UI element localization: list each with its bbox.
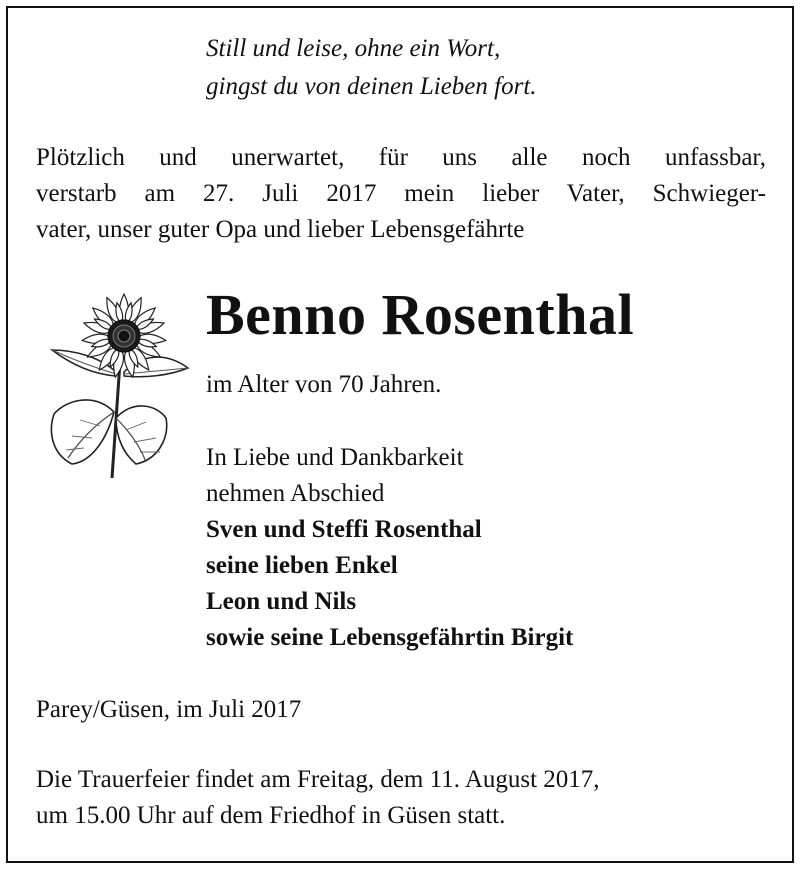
deceased-age: im Alter von 70 Jahren. bbox=[206, 371, 442, 398]
deceased-name: Benno Rosenthal bbox=[206, 282, 635, 347]
memorial-verse bbox=[206, 30, 537, 106]
announcement-line: verstarb am 27. Juli 2017 mein lieber Vater, Schwieger- bbox=[36, 180, 766, 207]
announcement-line: Plötzlich und unerwartet, für uns alle noch unfassbar, bbox=[36, 144, 766, 171]
mourners-intro-line: In Liebe und Dankbarkeit bbox=[206, 444, 464, 471]
mourners-intro-line: nehmen Abschied bbox=[206, 480, 385, 507]
funeral-service-info bbox=[36, 762, 600, 834]
sunflower-icon bbox=[46, 292, 196, 482]
verse-line: Still und leise, ohne ein Wort, bbox=[206, 35, 501, 62]
verse-line: gingst du von deinen Lieben fort. bbox=[206, 73, 537, 100]
service-line: Die Trauerfeier findet am Freitag, dem 11. August 2017, bbox=[36, 766, 600, 793]
mourner-name: Sven und Steffi Rosenthal bbox=[206, 516, 482, 543]
mourner-name: Leon und Nils bbox=[206, 588, 357, 615]
place-and-date: Parey/Güsen, im Juli 2017 bbox=[36, 696, 302, 723]
mourner-name: sowie seine Lebensgefährtin Birgit bbox=[206, 624, 574, 651]
service-line: um 15.00 Uhr auf dem Friedhof in Güsen statt. bbox=[36, 802, 506, 829]
mourners-block bbox=[206, 440, 573, 656]
death-announcement bbox=[36, 140, 766, 248]
mourner-name: seine lieben Enkel bbox=[206, 552, 398, 579]
announcement-line: vater, unser guter Opa und lieber Lebensgefährte bbox=[36, 216, 525, 243]
